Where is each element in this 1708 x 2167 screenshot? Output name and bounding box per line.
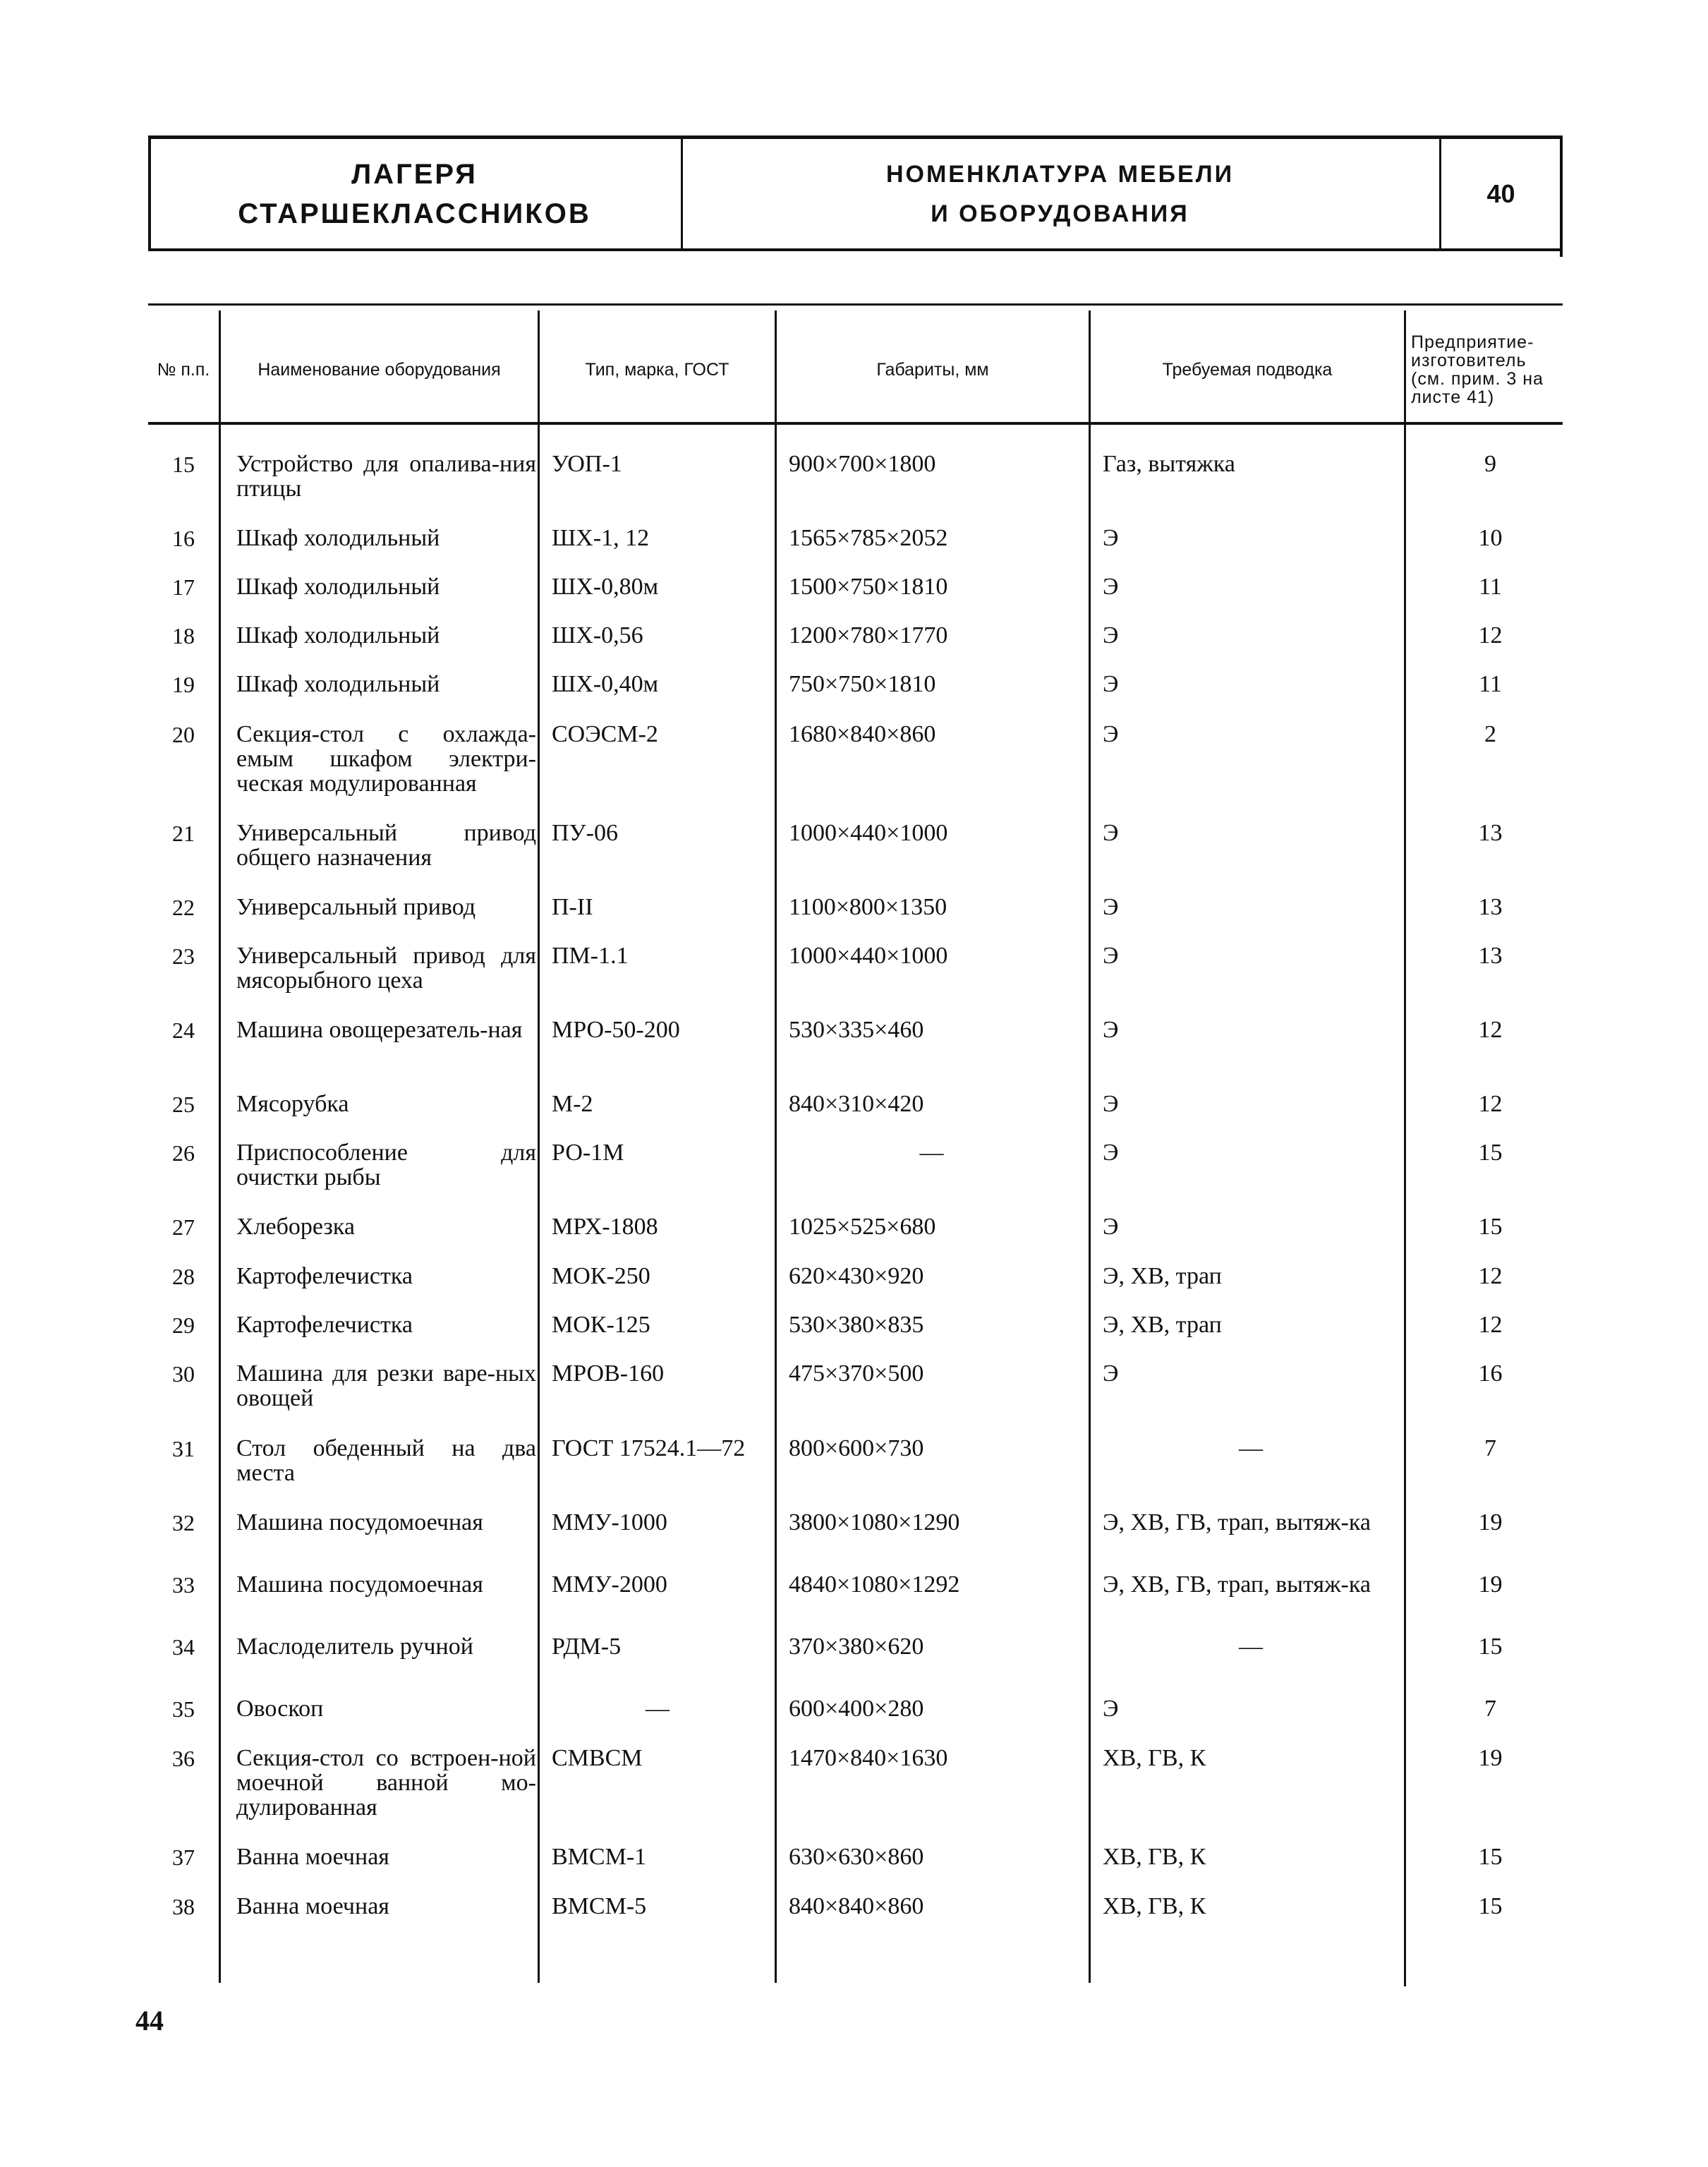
equipment-type: СМВСМ — [552, 1745, 643, 1771]
equipment-supply: Э — [1103, 574, 1119, 600]
row-number: 23 — [172, 943, 195, 969]
equipment-type: ПМ-1.1 — [552, 943, 629, 969]
row-number: 17 — [172, 574, 195, 600]
equipment-maker: 13 — [1478, 943, 1503, 969]
equipment-maker: 15 — [1478, 1893, 1503, 1919]
colhead-type: Тип, марка, ГОСТ — [585, 360, 729, 380]
row-number: 30 — [172, 1361, 195, 1387]
equipment-maker: 15 — [1478, 1634, 1503, 1660]
equipment-dimensions: — — [919, 1140, 944, 1166]
equipment-supply: ХВ, ГВ, К — [1103, 1844, 1206, 1870]
equipment-maker: 11 — [1479, 671, 1502, 697]
equipment-maker: 11 — [1479, 574, 1502, 600]
equipment-supply: Э, ХВ, трап — [1103, 1263, 1222, 1289]
equipment-dimensions: 1470×840×1630 — [789, 1745, 948, 1771]
row-number: 33 — [172, 1572, 195, 1598]
header-section-title — [148, 135, 681, 253]
equipment-type: ПУ-06 — [552, 820, 618, 846]
equipment-type: СОЭСМ-2 — [552, 721, 658, 747]
equipment-name: Овоскоп — [236, 1696, 324, 1722]
equipment-dimensions: 1500×750×1810 — [789, 574, 948, 600]
equipment-name: Картофелечистка — [236, 1312, 413, 1338]
equipment-name: Универсальный привод для мясорыбного цеха — [236, 943, 536, 994]
equipment-supply: Э — [1103, 1214, 1119, 1240]
header-mid-line2: И ОБОРУДОВАНИЯ — [931, 200, 1189, 227]
row-number: 31 — [172, 1436, 195, 1461]
equipment-name: Ванна моечная — [236, 1893, 389, 1919]
equipment-maker: 19 — [1478, 1571, 1503, 1598]
equipment-dimensions: 4840×1080×1292 — [789, 1571, 960, 1598]
equipment-type: ШХ-0,40м — [552, 671, 659, 697]
equipment-dimensions: 750×750×1810 — [789, 671, 936, 697]
equipment-type: ШХ-0,56 — [552, 622, 643, 648]
equipment-type: ВМСМ-1 — [552, 1844, 647, 1870]
equipment-name: Шкаф холодильный — [236, 622, 440, 648]
equipment-maker: 19 — [1478, 1509, 1503, 1535]
equipment-name: Универсальный привод общего назначения — [236, 820, 536, 871]
equipment-maker: 7 — [1484, 1696, 1496, 1722]
equipment-supply: Газ, вытяжка — [1103, 451, 1235, 477]
equipment-supply: Э, ХВ, ГВ, трап, вытяж-ка — [1103, 1509, 1371, 1535]
row-number: 29 — [172, 1312, 195, 1338]
equipment-maker: 12 — [1478, 622, 1503, 648]
equipment-type: РО-1М — [552, 1140, 624, 1166]
equipment-supply: Э — [1103, 671, 1119, 697]
equipment-supply: Э, ХВ, трап — [1103, 1312, 1222, 1338]
colhead-dims: Габариты, мм — [876, 360, 989, 380]
row-number: 20 — [172, 722, 195, 747]
equipment-type: ШХ-1, 12 — [552, 525, 650, 551]
header-left-line2: СТАРШЕКЛАССНИКОВ — [238, 198, 591, 229]
equipment-supply: Э — [1103, 1140, 1119, 1166]
equipment-dimensions: 1200×780×1770 — [789, 622, 948, 648]
equipment-supply: Э — [1103, 1017, 1119, 1043]
equipment-supply: — — [1239, 1435, 1263, 1461]
row-number: 26 — [172, 1140, 195, 1166]
equipment-type: ММУ-1000 — [552, 1509, 667, 1535]
equipment-name: Универсальный привод — [236, 894, 476, 920]
row-number: 37 — [172, 1845, 195, 1870]
equipment-dimensions: 800×600×730 — [789, 1435, 924, 1461]
equipment-dimensions: 1000×440×1000 — [789, 820, 948, 846]
row-number: 15 — [172, 452, 195, 477]
equipment-name: Секция-стол со встроен-ной моечной ванной мо-дулированная — [236, 1745, 536, 1821]
equipment-supply: Э — [1103, 943, 1119, 969]
equipment-name: Машина овощерезатель-ная — [236, 1017, 523, 1043]
row-number: 36 — [172, 1746, 195, 1771]
header-document-title — [681, 135, 1439, 253]
equipment-type: П-II — [552, 894, 593, 920]
equipment-dimensions: 530×380×835 — [789, 1312, 924, 1338]
colhead-supply: Требуемая подводка — [1162, 360, 1333, 380]
col-divider-2 — [538, 310, 540, 1983]
equipment-supply: ХВ, ГВ, К — [1103, 1745, 1206, 1771]
equipment-name: Стол обеденный на два места — [236, 1435, 536, 1486]
equipment-dimensions: 1000×440×1000 — [789, 943, 948, 969]
equipment-type: ГОСТ 17524.1—72 — [552, 1435, 746, 1461]
equipment-supply: Э, ХВ, ГВ, трап, вытяж-ка — [1103, 1571, 1371, 1598]
equipment-maker: 15 — [1478, 1844, 1503, 1870]
equipment-table — [148, 303, 1563, 1983]
equipment-name: Шкаф холодильный — [236, 574, 440, 600]
row-number: 19 — [172, 672, 195, 697]
equipment-maker: 9 — [1484, 451, 1496, 477]
equipment-type: МРХ-1808 — [552, 1214, 658, 1240]
equipment-maker: 15 — [1478, 1214, 1503, 1240]
equipment-maker: 12 — [1478, 1312, 1503, 1338]
page-number: 44 — [135, 2005, 164, 2036]
equipment-type: МРО-50-200 — [552, 1017, 680, 1043]
equipment-supply: Э — [1103, 894, 1119, 920]
row-number: 27 — [172, 1214, 195, 1240]
equipment-dimensions: 600×400×280 — [789, 1696, 924, 1722]
equipment-dimensions: 840×840×860 — [789, 1893, 924, 1919]
colhead-num: № п.п. — [157, 360, 210, 380]
col-divider-1 — [219, 310, 221, 1983]
equipment-dimensions: 1100×800×1350 — [789, 894, 947, 920]
equipment-type: УОП-1 — [552, 451, 622, 477]
equipment-maker: 12 — [1478, 1091, 1503, 1117]
row-number: 18 — [172, 623, 195, 648]
row-number: 38 — [172, 1894, 195, 1919]
equipment-name: Машина посудомоечная — [236, 1509, 483, 1535]
equipment-name: Ванна моечная — [236, 1844, 389, 1870]
equipment-type: ММУ-2000 — [552, 1571, 667, 1598]
equipment-supply: Э — [1103, 721, 1119, 747]
equipment-supply: Э — [1103, 622, 1119, 648]
equipment-maker: 13 — [1478, 820, 1503, 846]
equipment-name: Хлеборезка — [236, 1214, 355, 1240]
equipment-type: МОК-125 — [552, 1312, 650, 1338]
equipment-type: ШХ-0,80м — [552, 574, 659, 600]
equipment-maker: 12 — [1478, 1017, 1503, 1043]
equipment-dimensions: 840×310×420 — [789, 1091, 924, 1117]
header-mid-line1: НОМЕНКЛАТУРА МЕБЕЛИ — [885, 161, 1235, 188]
equipment-dimensions: 475×370×500 — [789, 1360, 924, 1387]
row-number: 32 — [172, 1510, 195, 1535]
row-number: 34 — [172, 1634, 195, 1660]
equipment-maker: 12 — [1478, 1263, 1503, 1289]
equipment-supply: Э — [1103, 525, 1119, 551]
equipment-dimensions: 530×335×460 — [789, 1017, 924, 1043]
col-divider-5 — [1404, 310, 1406, 1986]
colhead-name: Наименование оборудования — [258, 360, 501, 380]
equipment-supply: Э — [1103, 820, 1119, 846]
equipment-name: Маслоделитель ручной — [236, 1634, 473, 1660]
row-number: 25 — [172, 1092, 195, 1117]
col-divider-3 — [775, 310, 777, 1983]
row-number: 28 — [172, 1264, 195, 1289]
equipment-dimensions: 1025×525×680 — [789, 1214, 936, 1240]
equipment-supply: ХВ, ГВ, К — [1103, 1893, 1206, 1919]
equipment-name: Шкаф холодильный — [236, 671, 440, 697]
equipment-name: Машина посудомоечная — [236, 1571, 483, 1598]
header-left-line1: ЛАГЕРЯ — [351, 159, 478, 190]
equipment-type: — — [646, 1696, 670, 1722]
equipment-dimensions: 3800×1080×1290 — [789, 1509, 960, 1535]
row-number: 24 — [172, 1018, 195, 1043]
equipment-supply: Э — [1103, 1696, 1119, 1722]
equipment-dimensions: 620×430×920 — [789, 1263, 924, 1289]
equipment-type: ВМСМ-5 — [552, 1893, 647, 1919]
table-top-rule — [148, 303, 1563, 306]
equipment-type: М-2 — [552, 1091, 593, 1117]
equipment-type: МОК-250 — [552, 1263, 650, 1289]
equipment-maker: 7 — [1484, 1435, 1496, 1461]
equipment-maker: 10 — [1478, 525, 1503, 551]
equipment-maker: 15 — [1478, 1140, 1503, 1166]
equipment-name: Приспособление для очистки рыбы — [236, 1140, 536, 1190]
header-block — [148, 135, 1563, 253]
equipment-maker: 13 — [1478, 894, 1503, 920]
equipment-maker: 19 — [1478, 1745, 1503, 1771]
row-number: 35 — [172, 1696, 195, 1722]
equipment-dimensions: 1680×840×860 — [789, 721, 936, 747]
row-number: 21 — [172, 821, 195, 846]
equipment-name: Картофелечистка — [236, 1263, 413, 1289]
equipment-supply: Э — [1103, 1360, 1119, 1387]
equipment-dimensions: 900×700×1800 — [789, 451, 936, 477]
equipment-dimensions: 1565×785×2052 — [789, 525, 948, 551]
equipment-name: Машина для резки варе-ных овощей — [236, 1360, 536, 1411]
colhead-maker: Предприятие-изготовитель (см. прим. 3 на листе 41) — [1411, 332, 1544, 407]
equipment-name: Устройство для опалива-ния птицы — [236, 451, 536, 502]
equipment-supply: — — [1239, 1634, 1263, 1660]
row-number: 22 — [172, 895, 195, 920]
equipment-name: Секция-стол с охлажда-емым шкафом электри-ческая модулированная — [236, 721, 536, 797]
equipment-supply: Э — [1103, 1091, 1119, 1117]
header-sheet-number: 40 — [1486, 179, 1515, 208]
equipment-dimensions: 630×630×860 — [789, 1844, 924, 1870]
equipment-name: Мясорубка — [236, 1091, 349, 1117]
equipment-maker: 16 — [1478, 1360, 1503, 1387]
equipment-name: Шкаф холодильный — [236, 525, 440, 551]
equipment-dimensions: 370×380×620 — [789, 1634, 924, 1660]
col-divider-4 — [1089, 310, 1091, 1983]
row-number: 16 — [172, 526, 195, 551]
equipment-maker: 2 — [1484, 721, 1496, 747]
equipment-type: РДМ-5 — [552, 1634, 622, 1660]
equipment-type: МРОВ-160 — [552, 1360, 665, 1387]
